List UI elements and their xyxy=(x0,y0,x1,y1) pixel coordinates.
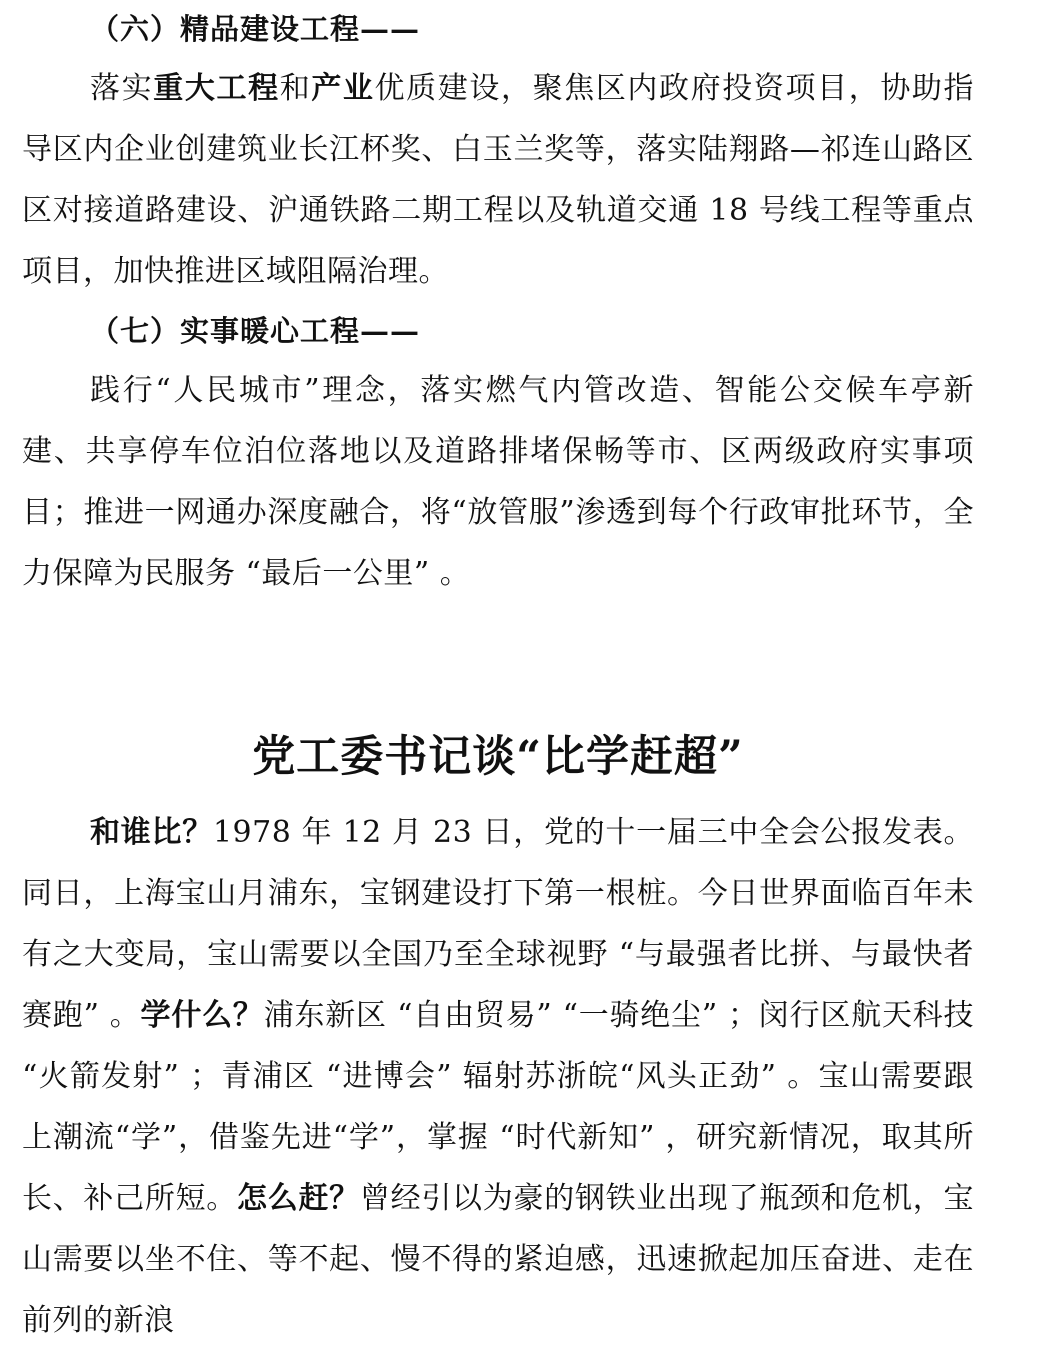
section-6-body xyxy=(22,58,974,302)
bold-phrase: 学什么？ xyxy=(140,998,264,1033)
document-page xyxy=(22,0,974,1351)
text-run: 优质建设，聚焦区内政府投资项目，协助指导区内企业创建筑业长江杯奖、白玉兰奖等，落实陆翔路—祁连山路区区对接道路建设、沪通铁路二期工程以及轨道交通 18 号线工程等重点项目，加快推进区域阻隔治理。 xyxy=(22,71,975,289)
article-title: 党工委书记谈“比学赶超” xyxy=(252,732,744,782)
text-run: 浦东新区 “自由贸易” “一骑绝尘” ；闵行区航天科技 “火箭发射” ；青浦区 “进博会” 辐射苏浙皖“风头正劲” 。宝山需要跟上潮流“学”，借鉴先进“学”，掌握 “时代新知” ，研究新情况，取其所长、补己所短。 xyxy=(22,998,975,1216)
text-run: 1978 年 12 月 23 日，党的十一届三中全会公报发表。同日，上海宝山月浦东，宝钢建设打下第一根桩。今日世界面临百年未有之大变局，宝山需要以全国乃至全球视野 “与最强者比拼、与最快者赛跑” 。 xyxy=(22,815,974,1033)
bold-phrase: 产业 xyxy=(311,71,375,106)
section-6-heading: （六）精品建设工程—— xyxy=(90,12,421,46)
section-gap xyxy=(22,604,974,712)
text-run: 落实 xyxy=(90,71,154,106)
bold-phrase: 和谁比？ xyxy=(90,815,213,850)
text-run: 曾经引以为豪的钢铁业出现了瓶颈和危机，宝山需要以坐不住、等不起、慢不得的紧迫感，迅速掀起加压奋进、走在前列的新浪 xyxy=(22,1181,975,1338)
bold-phrase: 怎么赶？ xyxy=(237,1181,360,1216)
section-7-heading: （七）实事暖心工程—— xyxy=(90,314,421,348)
section-7-body xyxy=(22,360,974,604)
bold-phrase: 重大工程 xyxy=(153,71,280,106)
article-body xyxy=(22,802,974,1351)
text-run: 践行“人民城市”理念，落实燃气内管改造、智能公交候车亭新建、共享停车位泊位落地以及道路排堵保畅等市、区两级政府实事项目；推进一网通办深度融合，将“放管服”渗透到每个行政审批环节，全力保障为民服务 “最后一公里” 。 xyxy=(22,373,974,591)
text-run: 和 xyxy=(279,71,312,106)
